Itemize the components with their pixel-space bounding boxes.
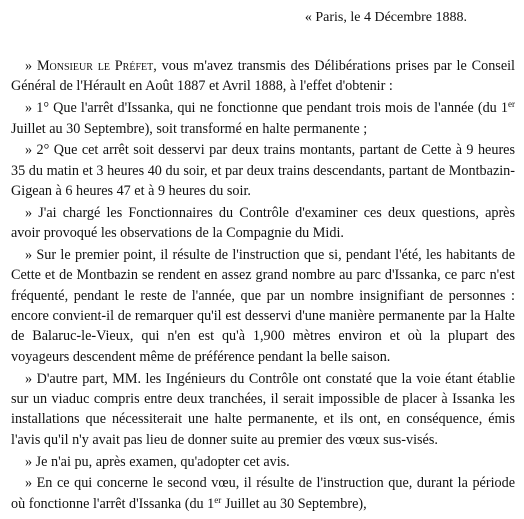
paragraph-text: » 1° Que l'arrêt d'Issanka, qui ne fonctionne que pendant trois mois de l'année (du 1: [25, 100, 508, 117]
ordinal-superscript: er: [214, 494, 222, 505]
ordinal-superscript: er: [508, 99, 515, 110]
paragraph-text: » D'autre part, MM. les Ingénieurs du Contrôle ont constaté que la voie étant établie sur un viaduc compris entre deux tranchées, il serait impossible de placer à Issanka les installations que nécessiterait une halte permanente, et ils ont, en conséquence, émis l'avis qu'il n'y avait pas lieu de donner suite au premier des vœux sus-visés.: [11, 370, 515, 448]
paragraph-text: » J'ai chargé les Fonctionnaires du Contrôle d'examiner ces deux questions, après avoir provoqué les observations de la Compagnie du Midi.: [11, 204, 515, 242]
paragraph-first-point: [11, 245, 515, 367]
paragraph-text: » Je n'ai pu, après examen, qu'adopter cet avis.: [25, 453, 290, 470]
paragraph-text: » En ce qui concerne le second vœu, il résulte de l'instruction que, durant la période où fonctionne l'arrêt d'Issanka (du 1: [11, 475, 515, 512]
paragraph-text: Juillet au 30 Septembre), soit transformé en halte permanente ;: [11, 120, 368, 137]
paragraph-salutation: [11, 56, 515, 97]
paragraph-text: » Sur le premier point, il résulte de l'instruction que si, pendant l'été, les habitants de Cette et de Montbazin se rendent en assez grand nombre au parc d'Issanka, ce parc n'est fréquenté, pendant le reste de l'année, que par un nombre insignifiant de personnes : encore convient-il de remarquer qu'il est desservi d'une manière permanente par la Halte de Balaruc-le-Vieux, qui n'en est qu'à 1,900 mètres environ et où la plupart des voyageurs descendent même de préférence pendant la belle saison.: [11, 246, 515, 365]
dateline: « Paris, le 4 Décembre 1888.: [304, 10, 467, 25]
paragraph-engineers: [11, 369, 515, 451]
paragraph-text: , vous m'avez transmis des Délibérations prises par le Conseil Général de l'Hérault en Août 1887 et Avril 1888, à l'effet d'obtenir :: [11, 58, 515, 95]
paragraph-text: » 2° Que cet arrêt soit desservi par deux trains montants, partant de Cette à 9 heures 35 du matin et 3 heures 40 du soir, et par deux trains descendants, partant de Montbazin-Gigean à 6 heures 47 et à 9 heures du soir.: [11, 142, 515, 200]
paragraph-request-1: [11, 98, 515, 139]
addressee: Monsieur le Préfet: [36, 58, 154, 74]
paragraph-text: Juillet au 30 Septembre),: [221, 495, 367, 512]
paragraph-lead: »: [25, 58, 37, 74]
paragraph-request-2: [11, 140, 515, 201]
letter-body: [11, 56, 515, 515]
paragraph-second-wish: [11, 473, 515, 514]
paragraph-instruction: [11, 203, 515, 244]
paragraph-opinion: [11, 452, 515, 472]
